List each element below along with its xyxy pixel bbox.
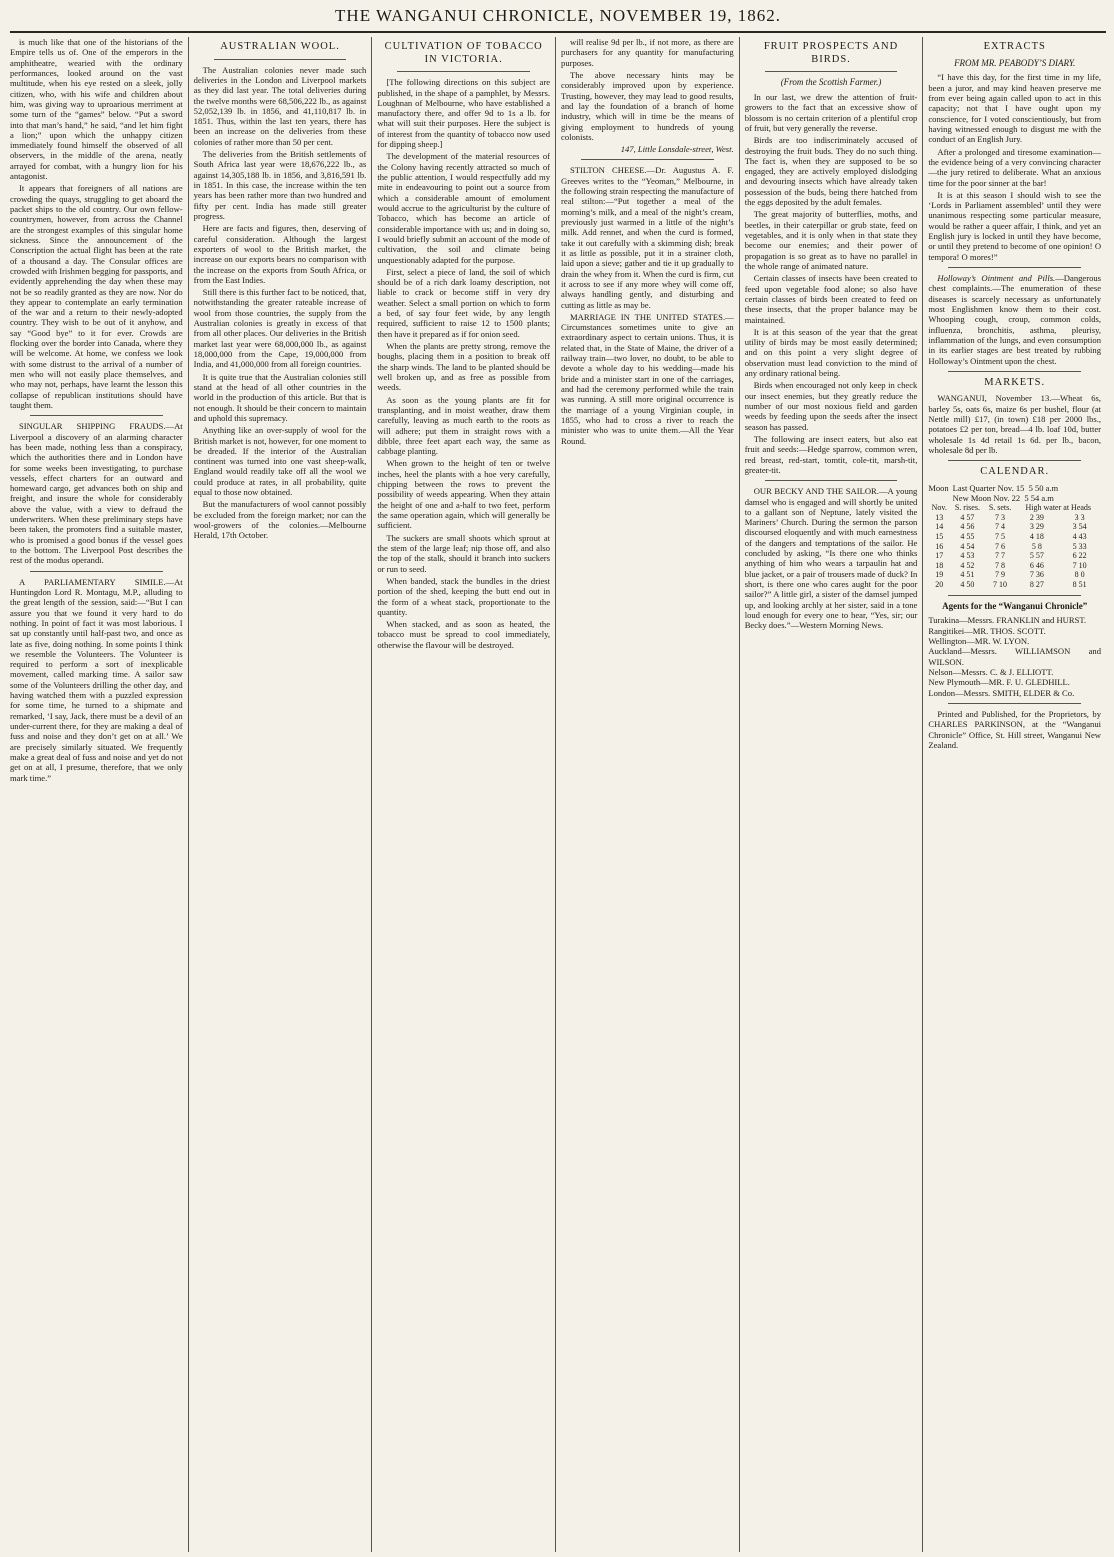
- cal-cell: 4 54: [960, 541, 975, 551]
- divider: [948, 703, 1081, 704]
- moon-time: 5 54 a.m: [1024, 493, 1054, 504]
- cal-cell: 7 10: [993, 580, 1008, 590]
- agents-title: Agents for the “Wanganui Chronicle”: [942, 600, 1088, 611]
- article-title: FRUIT PROSPECTS AND BIRDS.: [763, 41, 899, 65]
- masthead: [10, 6, 1106, 33]
- moon-phase-row: [953, 493, 1101, 503]
- cal-cell: 5 33: [1072, 541, 1087, 551]
- cal-cell: 7 9: [995, 570, 1006, 580]
- article-paragraph: When stacked, and as soon as heated, the tobacco must be spread to cool immediately, otherwise the flavour will be destroyed.: [377, 619, 551, 650]
- imprint: Printed and Published, for the Proprietors, by CHARLES PARKINSON, at the “Wanganui Chronicle” Office, St. Hill street, Wanganui New Zealand.: [928, 708, 1102, 750]
- moon-phase: New Moon Nov. 22: [952, 493, 1021, 504]
- cal-cell: 4 53: [960, 551, 975, 561]
- cal-cell: 4 57: [960, 512, 975, 522]
- cal-cell: 6 22: [1072, 551, 1087, 561]
- cal-cell: 20: [935, 580, 944, 590]
- cal-cell: 7 36: [1029, 570, 1044, 580]
- cal-cell: 6 46: [1029, 560, 1044, 570]
- cal-cell: 5 57: [1029, 551, 1044, 561]
- cal-cell: 7 6: [995, 541, 1006, 551]
- cal-cell: 15: [935, 532, 944, 542]
- agent-line: New Plymouth—MR. F. U. GLEDHILL.: [928, 677, 1070, 688]
- cal-cell: 14: [935, 522, 944, 532]
- calendar-header-row: [928, 503, 1101, 513]
- cal-cell: 4 52: [960, 560, 975, 570]
- moon-list: [953, 483, 1101, 503]
- article-paragraph: A PARLIAMENTARY SIMILE.—At Huntingdon Lord R. Montagu, M.P., alluding to the great length of the session, said:—“But I can assure you that we found it very hard to do nothing. In point of fact it was most laborious. I sat up constantly until half-past two, and once as late as five, doing nothing. In some points I think we resemble the Volunteers. The Volunteer is required to perform a sort of inexplicable movement, called marking time. A sailor saw some of the Volunteers drilling the other day, and having watched them with a puzzled expression for some time, he turned to a shipmate and remarked, ‘I say, Jack, there must be a devil of an under-current there, for they are making a deal of fuss and noise and they don’t get on at all.’ We are precisely similarly situated. We frequently make a great deal of fuss and noise and yet do not get on at all, I presume, therefore, that we only mark time.”: [10, 576, 183, 783]
- cal-cell: 4 18: [1029, 532, 1044, 542]
- cal-cell: 8 51: [1072, 580, 1087, 590]
- masthead-title: THE WANGANUI CHRONICLE, NOVEMBER 19, 1862.: [335, 6, 781, 25]
- calendar-header: S. sets.: [988, 503, 1012, 513]
- cal-cell: 8 27: [1029, 580, 1044, 590]
- article-heading: SINGULAR SHIPPING FRAUDS.: [19, 421, 166, 432]
- cal-cell: 16: [935, 541, 944, 551]
- cal-cell: 4 51: [960, 570, 975, 580]
- agent-line: Auckland—Messrs. WILLIAMSON and WILSON.: [928, 646, 1102, 667]
- calendar-row: [928, 513, 1101, 523]
- columns: [10, 37, 1106, 1552]
- divider: [30, 571, 163, 572]
- agent-line: Rangitikei—MR. THOS. SCOTT.: [928, 625, 1046, 636]
- article-paragraph: will realise 9d per lb., if not more, as there are purchasers for any quantity for manufacturing purposes.: [561, 37, 734, 68]
- article-heading: A PARLIAMENTARY SIMILE.: [19, 576, 166, 587]
- article-intro: [The following directions on this subject are published, in the shape of a pamphlet, by Messrs. Loughnan of Melbourne, who have established a manufactory there, and offer 9d to 1s a lb. for what will suit their purposes. Here the subject is of interest from the quantity of tobacco now used for dipping sheep.]: [377, 77, 551, 150]
- cal-cell: 7 7: [995, 551, 1006, 561]
- article-paragraph: It appears that foreigners of all nations are crowding the quays, struggling to get aboard the packet ships to the old country. Our own fellow-countrymen, however, from across the Channel are the strongest examples of this singular home sickness. Since the announcement of the Conscription the actual flight has been at the rate of a thousand a day. The Consular offices are crowded with Irishmen begging for passports, and evidently apprehending the day when these may not be so readily granted as they are now. Nor do they appear to contemplate an early termination of the war and a return to their newly-adopted country. They wish to be out of it anyhow, and say “Good bye” to it for ever. Crowds are flocking over the border into Canada, where they will be welcome. At home, we confess we look with some distrust to the arrival of a number of men who will not easily place themselves, and who may not, perhaps, have learnt the lesson this collapse of republican institutions should have taught them.: [10, 183, 183, 410]
- calendar-row: [928, 580, 1101, 590]
- cal-cell: 5 8: [1031, 541, 1042, 551]
- calendar-row: [928, 551, 1101, 561]
- advert-heading: Holloway’s Ointment and Pills.: [937, 273, 1056, 284]
- article-title: AUSTRALIAN WOOL.: [220, 41, 340, 52]
- article-paragraph: The great majority of butterflies, moths, and beetles, in their caterpillar or grub state, feed on vegetables, and it is only when in that state they become our enemies; and their power of propagation is so great as to have no parallel in the whole range of animated nature.: [744, 209, 918, 271]
- divider: [397, 71, 530, 72]
- article-paragraph: SINGULAR SHIPPING FRAUDS.—At Liverpool a discovery of an alarming character has been made, nothing less than a conspiracy, which the authorities there and in London have for some weeks been investigating, to purchase vessels, effect charters for an outward and homeward cargo, get advances both on ship and freight, and insure the whole for considerably above the value, with a view to defraud the underwriters. When these preliminary steps have been taken, the promoters find a suitable master, who is promised a good bonus if the vessel goes to the bottom. The Liverpool Post describes the rest of the modus operandi.: [10, 421, 183, 566]
- calendar-row: [928, 532, 1101, 542]
- article-paragraph: It is at this season of the year that the great utility of birds may be most easily determined; and on this point a very slight degree of observation must lead conviction to the mind of any ordinary rational being.: [744, 326, 918, 379]
- article-paragraph: After a prolonged and tiresome examination—the evidence being of a very convincing character—the jury retired to deliberate. What an anxious time for the poor sinner at the bar!: [928, 146, 1102, 188]
- cal-cell: 18: [935, 560, 944, 570]
- divider: [214, 59, 347, 60]
- article-paragraph: When the plants are pretty strong, remove the boughs, placing them in a position to break off the sharp winds. The land to be planted should be well broken up, and as free as possible from weeds.: [377, 341, 551, 393]
- article-heading: OUR BECKY AND THE SAILOR.: [753, 486, 879, 497]
- cal-cell: 13: [935, 512, 944, 522]
- article-paragraph: Certain classes of insects have been created to feed upon vegetable food alone; so also have certain classes of birds been created to feed on these insects, that the proper balance may be maintained.: [744, 273, 918, 325]
- calendar-row: [928, 522, 1101, 532]
- cal-cell: 17: [935, 551, 944, 561]
- article-paragraph: The deliveries from the British settlements of South Africa last year were 18,676,222 lb., as against 14,305,188 lb. in 1856, and 3,816,591 lb. in 1851. In this case, the increase within the ten years has been rather more than two hundred and fifty per cent. India has made still greater progress.: [193, 149, 367, 221]
- agent-line: Nelson—Messrs. C. & J. ELLIOTT.: [928, 666, 1054, 677]
- divider: [948, 371, 1081, 372]
- calendar-row: [928, 570, 1101, 580]
- article-body: A young damsel who is engaged and will shortly be united to a gallant son of Neptune, lately visited the Mariners’ Church. During the sermon the parson discoursed eloquently and with much earnestness of the dangers and temptations of the sailor. He concluded by asking, “Is there one who thinks anything of him who wears a tarpaulin hat and blue jacket, or a pair of trousers made of duck? In short, is there one who cares aught for the poor sailor?” A little girl, a sister of the damsel jumped up, and looking archly at her sister, said in a tone loud enough for every one to hear, “Yes, sir; our Becky does.”—Western Morning News.: [744, 486, 918, 631]
- article-paragraph: As soon as the young plants are fit for transplanting, and in moist weather, draw them carefully, leaving as much earth to the roots as will adhere; put them in straight rows with a dibble, three feet apart each way, the same as cabbage planting.: [377, 394, 551, 457]
- agent-line: Wellington—MR. W. LYON.: [928, 636, 1030, 647]
- article-paragraph: Anything like an over-supply of wool for the British market is not, however, for one moment to be dreaded. If the interior of the Australian continent was turned into one vast sheep-walk, England would readily take off all the wool we could produce at rates, in all probability, quite equal to those now obtained.: [193, 425, 367, 498]
- article-paragraph: STILTON CHEESE.—Dr. Augustus A. F. Greeves writes to the “Yeoman,” Melbourne, in the following strain respecting the manufacture of real stilton:—“Put together a meal of the morning’s milk, and a meal of the night’s cream, previously just warmed in a little of the night’s milk. Add rennet, and when the curd is formed, take it out carefully with a skimming dish; break it as little as possible, put it in a strainer cloth, laid upon a sieve; gather and tie it up gradually to drain the whey from it. When the curd is firm, cut it across to see if any more whey will come off, always handling gently, and disturbing and cutting as little as may be.: [561, 165, 734, 310]
- divider: [948, 267, 1081, 268]
- cal-cell: 8 0: [1074, 570, 1085, 580]
- cal-cell: 7 4: [995, 522, 1006, 532]
- article-paragraph: is much like that one of the historians of the Empire tells us of. One of the emperors in the amphitheatre, wearied with the ordinary performances, looked around on the vast multitude, when his eye rested on a sleek, jolly citizen, who, with his wife and children about him, was giving way to uproarious merriment at some turn of the “games” below. “Put a sword into that man’s hand,” he said, “and let him fight a lion;” upon which the unhappy citizen immediately found himself the observed of all observers, in the middle of the arena, neatly arrayed for combat, with a hungry lion for his antagonist.: [10, 37, 183, 182]
- article-body: At Liverpool a discovery of an alarming character has been made, nothing less than a conspiracy, which the authorities there and in London have for some weeks been investigating, to purchase vessels, effect charters for an outward and homeward cargo, get advances both on ship and freight, and insure the whole for considerably above the value, with a view to defraud the underwriters. When these preliminary steps have been taken, the promoters find a suitable master, who is promised a good bonus if the vessel goes to the bottom. The Liverpool Post describes the rest of the modus operandi.: [10, 421, 183, 566]
- article-paragraph: When grown to the height of ten or twelve inches, heel the plants with a hoe very carefully, chipping between the rows to prevent the possibility of weeds appearing. When they attain the height of one and a-half to two feet, perform the same operation again, which will generally be sufficient.: [377, 458, 551, 531]
- article-paragraph: It is at this season I should wish to see the ‘Lords in Parliament assembled’ until they were unanimous respecting some particular measure, would be rather a queer affair, I think, and yet an English jury is locked in until they have become, or until they pretend to become of one opinion! O tempora! O mores!”: [928, 189, 1102, 262]
- divider: [581, 159, 714, 160]
- calendar-row: [928, 561, 1101, 571]
- article-paragraph: MARRIAGE IN THE UNITED STATES.—Circumstances sometimes unite to give an extraordinary aspect to certain unions. Thus, it is related that, in the State of Maine, the driver of a railway train—two lover, no doubt, to be able to devote a whole day to his wedding—made his bride and a minister start in one of the carriages, and had the ceremony performed while the train was running. A still more original occurrence is the marriage of a young Virginian couple, in 1855, who had to cross a river to reach the minister who was to unite them.—All the Year Round.: [561, 311, 734, 446]
- article-paragraph: OUR BECKY AND THE SAILOR.—A young damsel who is engaged and will shortly be united to a gallant son of Neptune, lately visited the Mariners’ Church. During the sermon the parson discoursed eloquently and with much earnestness of the dangers and temptations of the sailor. He concluded by asking, “Is there one who thinks anything of him who wears a tarpaulin hat and blue jacket, or a pair of trousers made of duck? In short, is there one who cares aught for the poor sailor?” A little girl, a sister of the damsel jumped up, and looking archly at her sister, said in a tone loud enough for every one to hear, “Yes, sir; our Becky does.”—Western Morning News.: [744, 486, 918, 631]
- column-6: [922, 37, 1106, 1552]
- article-heading: MARRIAGE IN THE UNITED STATES.: [570, 311, 726, 322]
- column-1: [10, 37, 188, 1552]
- divider: [948, 595, 1081, 596]
- article-paragraph: Birds are too indiscriminately accused of destroying the fruit buds. They do no such thing. The fact is, when they are supposed to be so engaged, they are actively employed dislodging and devouring insects which have already taken possession of the buds, being there hatched from the eggs deposited by the adult females.: [744, 135, 918, 208]
- cal-cell: 2 39: [1029, 512, 1044, 522]
- calendar-header: High water at Heads: [1025, 503, 1092, 513]
- column-3: [371, 37, 555, 1552]
- calendar-row: [928, 542, 1101, 552]
- article-subtitle: FROM MR. PEABODY’S DIARY.: [954, 57, 1076, 68]
- article-body: At Huntingdon Lord R. Montagu, M.P., alluding to the great length of the session, said:—“But I can assure you that we found it very hard to do nothing. In point of fact it was most laborious. I sat up constantly until half-past two, and once as late as five, doing nothing. In some points I think we resemble the Volunteers. The Volunteer is required to perform a sort of inexplicable movement, called marking time. A sailor saw some of the Volunteers drilling the other day, and having watched them with a puzzled expression for some time, he turned to a shipmate and remarked, ‘I say, Jack, there must be a devil of an under-current there, for they are making a deal of fuss and noise and they don’t get on at all.’ We are precisely similarly situated. We frequently make a great deal of fuss and noise and yet do not get on at all, I presume, therefore, that we only mark time.”: [10, 576, 183, 783]
- article-paragraph: Here are facts and figures, then, deserving of careful consideration. Although the largest exporters of wool to the British market, the increase on our exports bears no comparison with the increase on the exports from South Africa, or from the East Indies.: [193, 223, 367, 285]
- article-title: CULTIVATION OF TOBACCO IN VICTORIA.: [384, 41, 543, 65]
- moon-phases: [928, 483, 1101, 503]
- calendar-header: S. rises.: [954, 503, 980, 513]
- article-paragraph: The Australian colonies never made such deliveries in the London and Liverpool markets as they did last year. The total deliveries during the twelve months were 68,506,222 lb., as against 52,052,139 lb. in 1856, and 41,110,817 lb. in 1851. Thus, within the last ten years, there has been an increase on the deliveries from these colonies of rather more than 50 per cent.: [193, 64, 367, 147]
- calendar-header: Nov.: [931, 503, 947, 513]
- column-2: [188, 37, 372, 1552]
- agent-line: Turakina—Messrs. FRANKLIN and HURST.: [928, 615, 1087, 626]
- cal-cell: 4 50: [960, 580, 975, 590]
- cal-cell: 4 56: [960, 522, 975, 532]
- article-body: Circumstances sometimes unite to give an extraordinary aspect to certain unions. Thus, it is related that, in the State of Maine, the driver of a railway train—two lover, no doubt, to be able to devote a whole day to his wedding—made his bride and a minister start in one of the carriages, and had the ceremony performed while the train was running. A still more original occurrence is the marriage of a young Virginian couple, in 1855, who had to cross a river to reach the minister who was to unite them.—All the Year Round.: [561, 322, 734, 446]
- cal-cell: 7 3: [995, 512, 1006, 522]
- markets-report: WANGANUI, November 13.—Wheat 6s, barley 5s, oats 6s, maize 6s per bushel, flour (at Nettle mill) £17, (in town) £18 per 2000 lbs., potatoes £2 per ton, bread—4 lb. loaf 10d, butter wholesale 1s 4d retail 1s 6d. per lb., bacon, wholesale 8d per lb.: [928, 393, 1102, 455]
- cal-cell: 7 5: [995, 532, 1006, 542]
- moon-phase-row: [953, 483, 1101, 493]
- cal-cell: 7 8: [995, 560, 1006, 570]
- article-paragraph: The development of the material resources of the Colony having recently attracted so much of the public attention, I would respectfully add my mite in endeavouring to point out a source from which a considerable amount of emolument would accrue to the agriculturist by the culture of Tobacco, which has become an article of considerable importance with us; and in doing so, I would briefly submit an account of the mode of cultivation, the soil and climate being unquestionably adapted for the purpose.: [377, 151, 551, 265]
- article-paragraph: Still there is this further fact to be noticed, that, notwithstanding the greater rateable increase of wool from those countries, the supply from the Australian colonies is greatly in excess of that from all other places. Our deliveries in the British market last year were 68,000,000 lb., as against 18,000,000 from the Cape, 19,000,000 from India, and 41,000,000 from all foreign countries.: [193, 287, 367, 370]
- article-heading: STILTON CHEESE.: [570, 165, 647, 176]
- article-paragraph: It is quite true that the Australian colonies still stand at the head of all other countries in the world in the production of this article. But that is not enough. It should be their concern to maintain and uphold this supremacy.: [193, 371, 367, 423]
- article-source: (From the Scottish Farmer.): [780, 77, 882, 88]
- agent-line: London—Messrs. SMITH, ELDER & Co.: [928, 687, 1075, 698]
- cal-cell: 4 43: [1072, 532, 1087, 542]
- divider: [30, 415, 163, 416]
- cal-cell: 7 10: [1072, 560, 1087, 570]
- divider: [765, 480, 898, 481]
- article-paragraph: Birds when encouraged not only keep in check our insect enemies, but they greatly reduce the number of our most noxious field and garden weeds by feeding upon the seeds after the insect season has passed.: [744, 380, 918, 432]
- cal-cell: 19: [935, 570, 944, 580]
- article-body: Dr. Augustus A. F. Greeves writes to the “Yeoman,” Melbourne, in the following strain respecting the manufacture of real stilton:—“Put together a meal of the morning’s milk, and a meal of the night’s cream, previously just warmed in a little of the night’s milk. Add rennet, and when the curd is formed, take it out carefully with a skimming dish; break it as little as possible, put it in a strainer cloth, laid upon a sieve; gather and tie it up gradually to drain the whey from it. When the curd is firm, cut it across to see if any more whey will come off, always handling gently, and disturbing and cutting as little as may be.: [561, 165, 734, 310]
- moon-time: 5 50 a.m: [1028, 482, 1059, 493]
- divider: [765, 71, 898, 72]
- article-title: EXTRACTS: [983, 41, 1046, 52]
- address-line: 147, Little Lonsdale-street, West.: [620, 144, 734, 155]
- moon-phase: Last Quarter Nov. 15: [952, 482, 1025, 493]
- cal-cell: 3 54: [1072, 522, 1087, 532]
- cal-cell: 3 3: [1074, 512, 1085, 522]
- markets-title: MARKETS.: [984, 376, 1046, 388]
- advert-body: Dangerous chest complaints.—The enumeration of these diseases is scarcely necessary as unfortunately most Englishmen know them to their cost. Whooping cough, croup, common colds, influenza, bronchitis, asthma, pleurisy, inflammation of the lungs, and even consumption in its earlier stages are best treated by rubbing Holloway’s Ointment upon the chest.: [928, 273, 1102, 366]
- advert-paragraph: Holloway’s Ointment and Pills.—Dangerous chest complaints.—The enumeration of these diseases is scarcely necessary as unfortunately most Englishmen know them to their cost. Whooping cough, croup, common colds, influenza, bronchitis, asthma, pleurisy, inflammation of the lungs, and even consumption in its earlier stages are best treated by rubbing Holloway’s Ointment upon the chest.: [928, 273, 1102, 366]
- divider: [948, 460, 1081, 461]
- calendar-title: CALENDAR.: [980, 466, 1050, 478]
- article-paragraph: When banded, stack the bundles in the driest portion of the shed, keeping the butt end out in the form of a wheat stack, proportionate to the quantity.: [377, 575, 551, 617]
- cal-cell: 3 29: [1029, 522, 1044, 532]
- article-paragraph: “I have this day, for the first time in my life, been a juror, and may kind heaven preserve me from ever being again called upon to act in this capacity; not that I have ought upon my conscience, for I voted conscientiously, but from having witnessed enough to disgust me with the conduct of an English Jury.: [928, 72, 1102, 145]
- article-paragraph: The following are insect eaters, but also eat fruit and seeds:—Hedge sparrow, common wren, red breast, red-start, tomtit, cole-tit, marsh-tit, greater-tit.: [744, 433, 918, 475]
- article-paragraph: First, select a piece of land, the soil of which should be of a rich dark loamy description, not liable to crack or become stiff in very dry weather. Select a small portion on which to form a bed, of say four feet wide, by any length required, sufficient to raise 12 to 1500 plants; then have it prepared as if for onion seed.: [377, 266, 551, 339]
- article-paragraph: But the manufacturers of wool cannot possibly be excluded from the foreign market; nor can the wool-growers of the colonies.—Melbourne Herald, 17th October.: [193, 499, 367, 541]
- article-paragraph: In our last, we drew the attention of fruit-growers to the fact that an excessive show of blossom is no certain criterion of a plentiful crop of fruit, but very generally the reverse.: [744, 91, 918, 133]
- column-4: [555, 37, 739, 1552]
- moon-label: Moon: [928, 482, 949, 493]
- column-5: [739, 37, 923, 1552]
- cal-cell: 4 55: [960, 532, 975, 542]
- calendar-table: [928, 503, 1101, 589]
- article-paragraph: The above necessary hints may be considerably improved upon by experience. Trusting, however, they may lead to good results, and lay the foundation of a branch of home industry, which will in time be the means of giving employment to hundreds of young colonists.: [561, 69, 734, 142]
- article-paragraph: The suckers are small shoots which sprout at the stem of the large leaf; nip those off, and also the top of the stalk, should it branch into suckers or run to seed.: [377, 532, 551, 574]
